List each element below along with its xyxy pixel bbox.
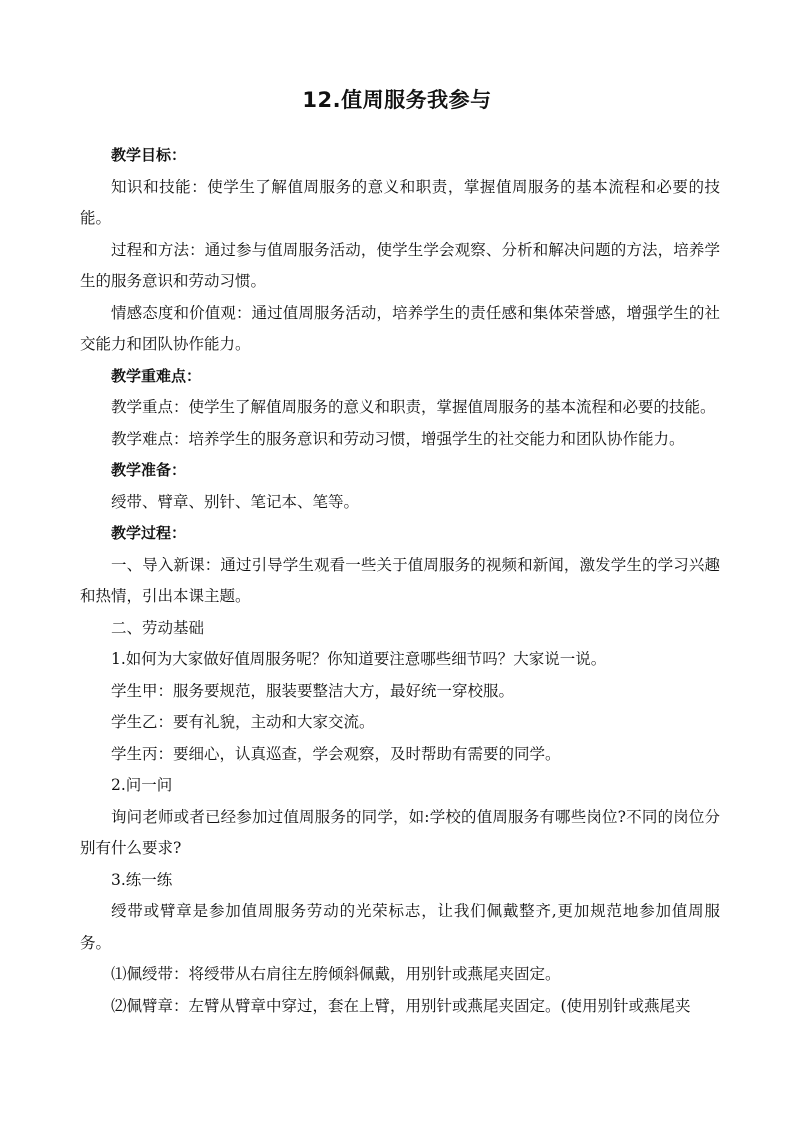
paragraph-difficult-point: 教学难点：培养学生的服务意识和劳动习惯，增强学生的社交能力和团队协作能力。: [111, 429, 685, 448]
section-heading-process: 教学过程：: [111, 524, 187, 542]
section-heading-key-points: 教学重难点：: [111, 366, 202, 385]
paragraph-student-a: 学生甲：服务要规范，服装要整洁大方，最好统一穿校服。: [111, 681, 515, 700]
paragraph-ask-detail: 询问老师或者已经参加过值周服务的同学，如:学校的值周服务有哪些岗位?不同的岗位分别有什么要求?: [80, 807, 720, 857]
paragraph-student-b: 学生乙：要有礼貌，主动和大家交流。: [111, 713, 375, 731]
paragraph-question-1: 1.如何为大家做好值周服务呢？你知道要注意哪些细节吗？大家说一说。: [111, 650, 607, 668]
paragraph-student-c: 学生丙：要细心，认真巡查，学会观察，及时帮助有需要的同学。: [111, 744, 561, 763]
paragraph-ask: 2.问一问: [111, 776, 173, 794]
paragraph-process-methods: 过程和方法：通过参与值周服务活动，使学生学会观察、分析和解决问题的方法，培养学生的服务意识和劳动习惯。: [80, 240, 720, 290]
paragraph-materials: 绶带、臂章、别针、笔记本、笔等。: [111, 492, 360, 511]
section-heading-objectives: 教学目标：: [111, 146, 187, 164]
paragraph-practice: 3.练一练: [111, 870, 173, 889]
page-title: 12.值周服务我参与: [302, 88, 492, 112]
paragraph-sash: ⑴佩绶带：将绶带从右肩往左胯倾斜佩戴，用别针或燕尾夹固定。: [111, 965, 561, 983]
paragraph-key-point: 教学重点：使学生了解值周服务的意义和职责，掌握值周服务的基本流程和必要的技能。: [111, 398, 716, 416]
paragraph-introduction: 一、导入新课：通过引导学生观看一些关于值周服务的视频和新闻，激发学生的学习兴趣和热情，引出本课主题。: [80, 555, 720, 605]
section-heading-preparation: 教学准备：: [111, 461, 187, 479]
paragraph-armband: ⑵佩臂章：左臂从臂章中穿过，套在上臂，用别针或燕尾夹固定。(使用别针或燕尾夹: [111, 996, 691, 1015]
paragraph-knowledge-skills: 知识和技能：使学生了解值周服务的意义和职责，掌握值周服务的基本流程和必要的技能。: [80, 177, 720, 227]
paragraph-labor-basics: 二、劳动基础: [111, 618, 205, 637]
paragraph-emotion-values: 情感态度和价值观：通过值周服务活动，培养学生的责任感和集体荣誉感，增强学生的社交能力和团队协作能力。: [80, 303, 720, 353]
document-body: [80, 140, 720, 1022]
paragraph-practice-detail: 绶带或臂章是参加值周服务劳动的光荣标志，让我们佩戴整齐,更加规范地参加值周服务。: [80, 902, 720, 952]
